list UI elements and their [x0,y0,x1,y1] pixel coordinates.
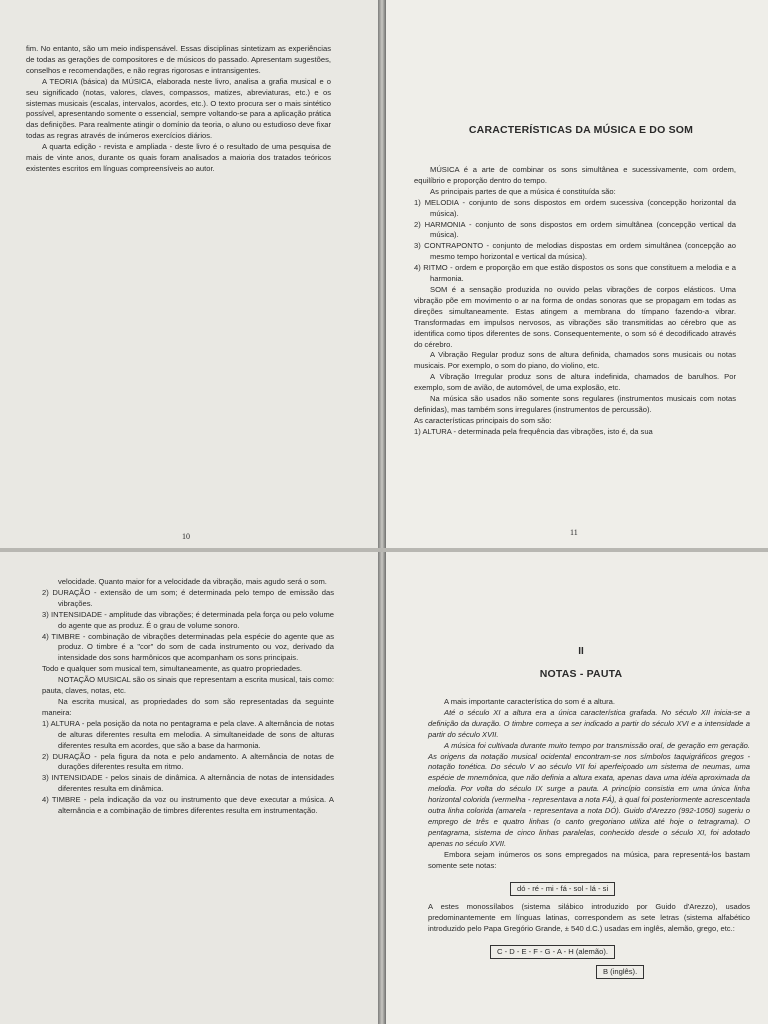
page-12-text [42,577,334,817]
page-10-text [26,44,331,175]
paragraph: Até o século XI a altura era a única característica grafada. No século XII inicia-se a definição da duração. O timbre começa a ser indicado a partir do século XVI e a intensidade a partir do século XVII. [428,707,750,739]
page-number: 10 [182,532,190,541]
paragraph: A Vibração Irregular produz sons de altura indefinida, chamados de barulhos. Por exemplo, som de avião, de automóvel, de uma explosão, etc. [414,372,736,393]
paragraph: SOM é a sensação produzida no ouvido pelas vibrações de corpos elásticos. Uma vibração põe em movimento o ar na forma de ondas sonoras que se propagam em todas as direções simultaneamente. Estas atingem a membrana do tímpano fazendo-a vibrar. Transformadas em impulsos nervosos, as vibrações são transmitidas ao cérebro que as identifica como tipos diferentes de sons. Consequentemente, o som só é decodificado através do cérebro. [414,284,736,349]
paragraph: velocidade. Quanto maior for a velocidade da vibração, mais agudo será o som. [58,577,327,586]
paragraph: Na escrita musical, as propriedades do som são representadas da seguinte maneira: [42,696,334,717]
paragraph: A TEORIA (básica) da MÚSICA, elaborada neste livro, analisa a grafia musical e o seu significado (notas, valores, claves, compassos, matizes, abreviaturas, etc.) e os sistemas musicais (escalas, intervalos, acordes, etc.). O texto procura ser o mais sintético possível, apresentando somente o essencial, sempre voltando-se para a aplicação prática das definições. Para realmente atingir o domínio da teoria, o aluno ou estudioso deve fixar todas as regras através de inúmeros exercícios diários. [26,76,331,141]
list-item: 4) TIMBRE - pela indicação da voz ou instrumento que deve executar a música. A alternância e a combinação de timbres diferentes resulta em instrumentação. [42,795,334,816]
paragraph: Na música são usados não somente sons regulares (instrumentos musicais com notas definidas), mas também sons irregulares (instrumentos de percussão). [414,394,736,414]
list-item: 3) CONTRAPONTO - conjunto de melodias dispostas em ordem simultânea (concepção ao mesmo tempo horizontal e vertical da música). [414,241,736,262]
page-13 [386,552,768,1024]
list-item: 4) TIMBRE - combinação de vibrações determinadas pela espécie do agente que as produz. O timbre é a "cor" do som de cada instrumento ou voz, derivado da intensidade dos sons harmônicos que acompanham os sons principais. [42,631,334,663]
letters-box [490,941,615,959]
paragraph: MÚSICA é a arte de combinar os sons simultânea e sucessivamente, com ordem, equilíbrio e proporção dentro do tempo. [414,165,736,185]
list-item: 1) MELODIA - conjunto de sons dispostos em ordem sucessiva (concepção horizontal da música). [414,197,736,218]
list-item: 3) INTENSIDADE - amplitude das vibrações; é determinada pela força ou pelo volume do agente que as produz. É o grau de volume sonoro. [42,609,334,630]
paragraph: NOTAÇÃO MUSICAL são os sinais que representam a escrita musical, tais como: pauta, claves, notas, etc. [42,675,334,696]
paragraph: Embora sejam inúmeros os sons empregados na música, para representá-los bastam somente sete notas: [428,849,750,870]
page-12 [0,552,378,1024]
list-item: 1) ALTURA - pela posição da nota no pentagrama e pela clave. A alternância de notas de alturas diferentes resulta em melodia. A simultaneidade de sons de alturas diferentes resulta em acordes, que são a base da harmonia. [42,718,334,750]
paragraph: A quarta edição - revista e ampliada - deste livro é o resultado de uma pesquisa de mais de vinte anos, durante os quais foram analisados a maioria dos tratados teóricos existentes escritos em línguas compreensíveis ao autor. [26,142,331,173]
paragraph: Todo e qualquer som musical tem, simultaneamente, as quatro propriedades. [42,664,303,674]
list-item: 2) HARMONIA - conjunto de sons dispostos em ordem simultânea (concepção vertical da música). [414,219,736,240]
list-item: 3) INTENSIDADE - pelos sinais de dinâmica. A alternância de notas de intensidades diferentes resulta em dinâmica. [42,773,334,794]
chapter-title: CARACTERÍSTICAS DA MÚSICA E DO SOM [468,124,694,136]
page-13-text-2 [428,902,750,935]
notes-box-text: dó - ré - mi - fá - sol - lá - si [510,882,615,896]
chapter-number: II [578,646,584,657]
paragraph: A música foi cultivada durante muito tempo por transmissão oral, de geração em geração. As origens da notação musical ocidental encontram-se nos símbolos taquigráficos gregos - notação tonética. Do século V ao século VII foi aperfeiçoado um sistema de neumas, uma espécie de mnemônica, que não definia a altura exata, apenas dava uma idéia aproximada da melodia. Por volta do século IX surge a pauta. A princípio consistia em uma única linha horizontal colorida (vermelha - representava a nota FÁ), à qual foi posteriormente acrescentada outra linha colorida (amarela - representava a nota DÓ). Guido d'Arezzo (992-1050) sugeriu o emprego de três e quatro linhas (o canto gregoriano utiliza até hoje o tetragrama). O pentagrama, sistema de cinco linhas paralelas, conhecido desde o século XI, foi adotado apenas no século XVII. [428,740,750,848]
page-11 [386,0,768,548]
paragraph: A Vibração Regular produz sons de altura definida, chamados sons musicais ou notas musicais. Por exemplo, o som do piano, do violino, etc. [414,350,736,371]
page-13-text [428,697,750,872]
chapter-title: NOTAS - PAUTA [539,668,623,680]
list-item: 1) ALTURA - determinada pela frequência das vibrações, isto é, da sua [414,426,653,436]
paragraph: As características principais do som são: [414,415,552,425]
book-gutter [378,0,386,1024]
paragraph: fim. No entanto, são um meio indispensável. Essas disciplinas sintetizam as experiências de todas as gerações de compositores e de músicos do passado. Apresentam sugestões, conselhos e recomendações, e não regras rigorosas e intransigentes. [26,44,331,75]
english-box-text: B (inglês). [596,965,644,979]
page-number: 11 [570,528,578,537]
paragraph: A estes monossílabos (sistema silábico introduzido por Guido d'Arezzo), usados predominantemente em línguas latinas, correspondem as sete letras (sistema alfabético introduzido pelo Papa Gregório Grande, ± 540 d.C.) usadas em inglês, alemão, grego, etc.: [428,902,750,933]
list-item: 2) DURAÇÃO - pela figura da nota e pelo andamento. A alternância de notas de durações diferentes resulta em ritmo. [42,751,334,772]
paragraph: As principais partes de que a música é constituída são: [430,186,616,196]
notes-box [510,878,615,896]
list-item: 4) RITMO - ordem e proporção em que estão dispostos os sons que constituem a melodia e a harmonia. [414,263,736,284]
paragraph: A mais importante característica do som é a altura. [444,697,615,706]
page-10 [0,0,378,548]
page-11-text [414,165,736,438]
list-item: 2) DURAÇÃO - extensão de um som; é determinada pelo tempo de emissão das vibrações. [42,587,334,608]
letters-box-text: C - D - E - F - G - A - H (alemão). [490,945,615,959]
english-box [596,961,644,979]
